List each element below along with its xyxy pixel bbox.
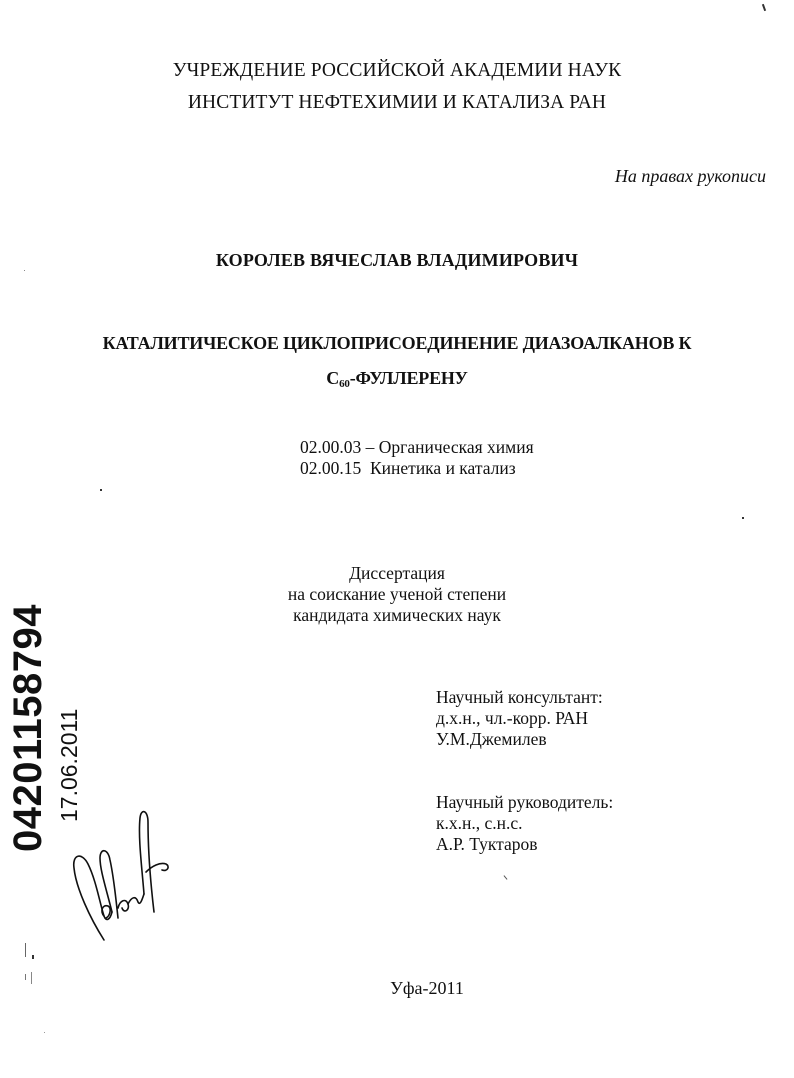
author-name: КОРОЛЕВ ВЯЧЕСЛАВ ВЛАДИМИРОВИЧ: [215, 250, 579, 270]
dissertation-title-line-1: КАТАЛИТИЧЕСКОЕ ЦИКЛОПРИСОЕДИНЕНИЕ ДИАЗОАЛКАНОВ К: [102, 333, 692, 353]
manuscript-note: На правах рукописи: [614, 166, 766, 186]
supervisor-degree: к.х.н., с.н.с.: [436, 813, 523, 833]
organization-line-1: УЧРЕЖДЕНИЕ РОССИЙСКОЙ АКАДЕМИИ НАУК: [172, 60, 622, 81]
scan-artifact: [100, 489, 102, 491]
specialties: [300, 437, 534, 479]
library-stamp-number: 04201158794: [6, 604, 50, 852]
dissertation-label: Диссертация: [349, 563, 445, 583]
scan-artifact: [24, 270, 25, 271]
scan-artifact: [25, 974, 26, 980]
scan-artifact: [44, 1032, 45, 1033]
supervisor-block: [436, 792, 613, 855]
scan-artifact: [32, 955, 34, 959]
consultant-block: [436, 687, 603, 750]
signature-icon: [70, 808, 190, 948]
specialty-item: 02.00.15 Кинетика и катализ: [300, 458, 516, 478]
library-stamp-date: 17.06.2011: [56, 708, 82, 822]
degree-field: кандидата химических наук: [293, 605, 501, 625]
degree-sought: на соискание ученой степени: [287, 584, 507, 604]
scan-artifact: [504, 875, 508, 879]
specialty-item: 02.00.03 – Органическая химия: [300, 437, 534, 457]
supervisor-label: Научный руководитель:: [436, 792, 614, 812]
title-subscript: 60: [339, 378, 350, 390]
scan-artifact: [762, 4, 766, 11]
city-year: Уфа-2011: [390, 978, 464, 998]
consultant-label: Научный консультант:: [436, 687, 603, 707]
title-c-letter: С: [326, 368, 340, 388]
scan-artifact: [25, 943, 26, 957]
consultant-degree: д.х.н., чл.-корр. РАН: [436, 708, 589, 728]
dissertation-title-line-2: [0, 368, 794, 389]
scan-artifact: [31, 972, 32, 984]
scan-artifact: [742, 517, 744, 519]
organization-line-2: ИНСТИТУТ НЕФТЕХИМИИ И КАТАЛИЗА РАН: [187, 92, 607, 113]
title-suffix: -ФУЛЛЕРЕНУ: [349, 368, 468, 388]
consultant-name: У.М.Джемилев: [436, 729, 547, 749]
supervisor-name: А.Р. Туктаров: [436, 834, 538, 854]
